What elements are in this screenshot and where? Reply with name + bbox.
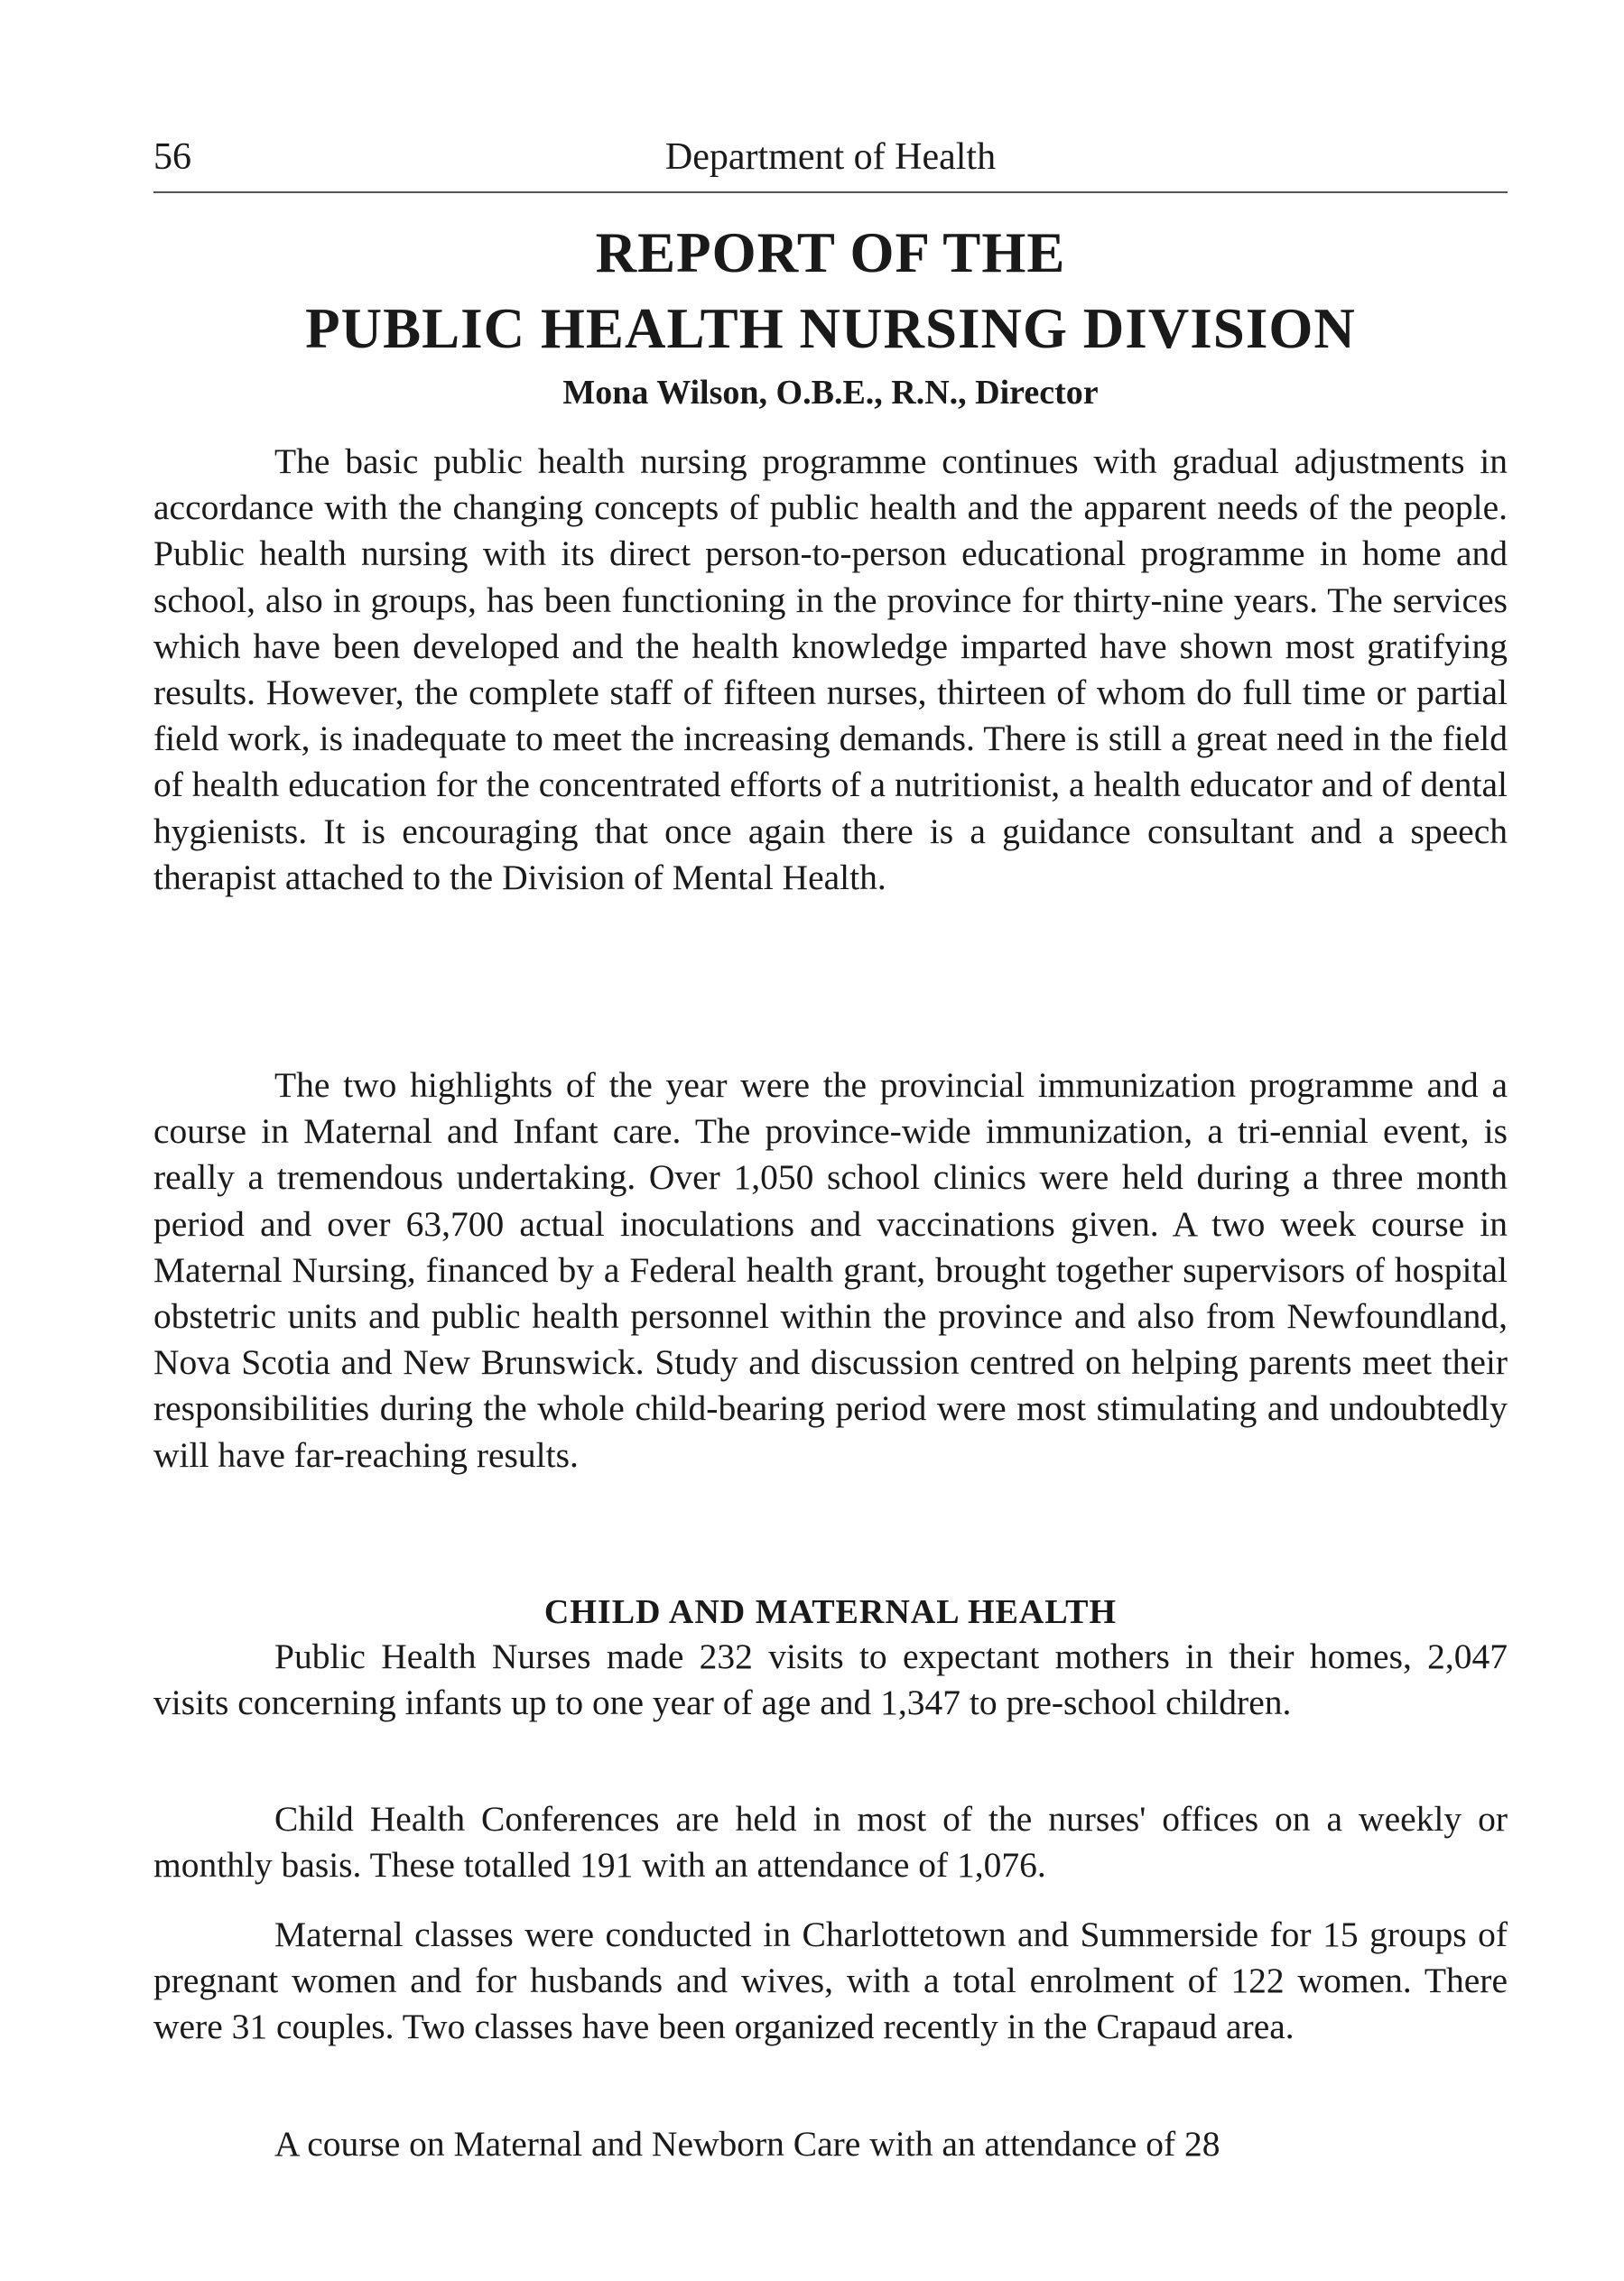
section-paragraph: Maternal classes were conducted in Charlottetown and Summerside for 15 groups of pregnant women and for husbands and wives, with a total enrolment of 122 women. There were 31 couples. Two classes have been organized recently in the Crapaud area. [153,1915,1508,2047]
report-title-line-1: REPORT OF THE [595,221,1066,284]
intro-paragraph: The basic public health nursing programme continues with gradual adjustments in accordance with the changing concepts of public health and the apparent needs of the people. Public health nursing with its direct person-to-person educational programme in home and school, also in groups, has been functioning in the province for thirty-nine years. The services which have been developed and the health knowledge imparted have shown most gratifying results. However, the complete staff of fifteen nurses, thirteen of whom do full time or partial field work, is inadequate to meet the increasing demands. There is still a great need in the field of health education for the concentrated efforts of a nutritionist, a health educator and of dental hygienists. It is encouraging that once again there is a guidance consultant and a speech therapist attached to the Division of Mental Health. [153,441,1508,897]
section-paragraph: A course on Maternal and Newborn Care with an attendance of 28 [274,2124,1220,2164]
report-title-line-2: PUBLIC HEALTH NURSING DIVISION [305,297,1356,360]
section-heading: CHILD AND MATERNAL HEALTH [543,1593,1118,1631]
report-title [153,215,1508,366]
header-rule [153,191,1508,193]
section-paragraph: Child Health Conferences are held in most of the nurses' offices on a weekly or monthly basis. These totalled 191 with an attendance of 1,076. [153,1799,1508,1886]
section-paragraph: Public Health Nurses made 232 visits to expectant mothers in their homes, 2,047 visits concerning infants up to one year of age and 1,347 to pre-school children. [153,1637,1508,1723]
running-title: Department of Health [664,136,997,178]
director-byline: Mona Wilson, O.B.E., R.N., Director [562,374,1099,412]
highlights-paragraph: The two highlights of the year were the provincial immunization programme and a course in Maternal and Infant care. The province-wide immunization, a tri-ennial event, is really a tremendous undertaking. Over 1,050 school clinics were held during a three month period and over 63,700 actual inoculations and vaccinations given. A two week course in Maternal Nursing, financed by a Federal health grant, brought together supervisors of hospital obstetric units and public health personnel within the province and also from Newfoundland, Nova Scotia and New Brunswick. Study and discussion centred on helping parents meet their responsibilities during the whole child-bearing period were most stimulating and undoubtedly will have far-reaching results. [153,1065,1508,1475]
running-header [153,134,1508,188]
page-number: 56 [153,136,191,178]
